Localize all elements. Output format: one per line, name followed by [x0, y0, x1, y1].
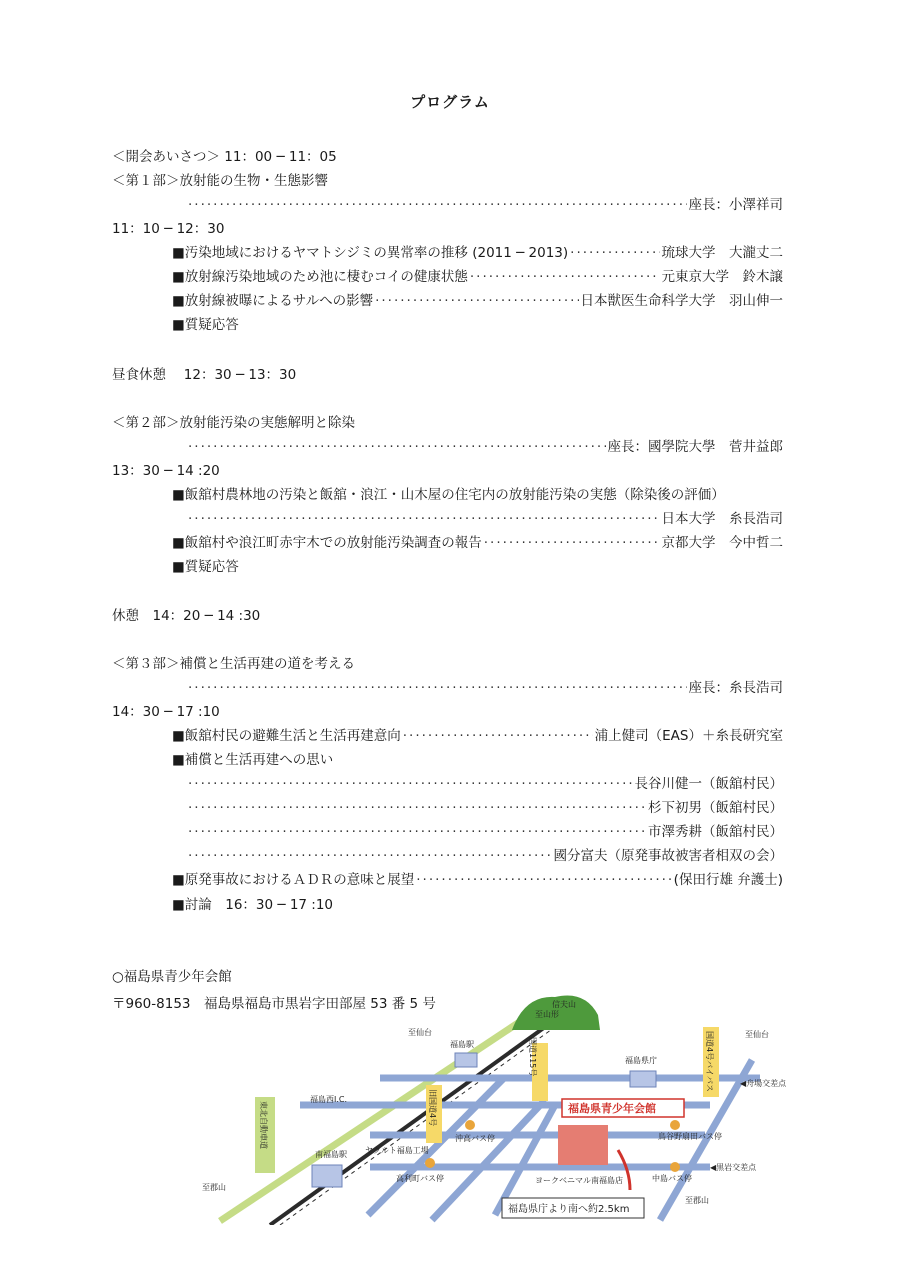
part3-chair: 座長：糸長浩司: [688, 680, 783, 696]
talk-title: ■放射線汚染地域のため池に棲むコイの健康状態: [172, 269, 468, 285]
to-yamagata-label: 至山形: [535, 1010, 559, 1019]
takarimachi-bus-label: 高利町バス停: [396, 1174, 444, 1183]
part3-item-2-title: ■補償と生活再建への思い: [172, 752, 334, 768]
talk-title: ■汚染地域におけるヤマトシジミの異常率の推移 (2011 ─ 2013): [172, 245, 569, 261]
yorkbenimaru-label: ヨークベニマル南福島店: [535, 1176, 623, 1185]
part1-item-1: [172, 244, 783, 262]
venue-map-label: 福島県青少年会館: [568, 1102, 656, 1115]
funaba-intersection-label: ◀舟場交差点: [740, 1079, 787, 1088]
talk-speaker: 國分富夫（原発事故被害者相双の会）: [553, 848, 783, 864]
talk-speaker: 日本大学 糸長浩司: [661, 511, 783, 527]
part2-item-1-speaker-line: [186, 510, 783, 528]
leader-dots: [375, 292, 578, 310]
leader-dots: [470, 268, 660, 286]
venue-name: ○福島県青少年会館: [112, 969, 232, 985]
talk-speaker: 市澤秀耕（飯舘村民）: [648, 824, 783, 840]
fukushima-station-marker: [455, 1053, 477, 1067]
talk-speaker: 元東京大学 鈴木譲: [661, 269, 783, 285]
part1-item-3: [172, 292, 783, 310]
expressway-label: 東北自動車道: [259, 1101, 268, 1149]
venue-address: 〒960-8153 福島県福島市黒岩字田部屋 53 番 5 号: [112, 996, 436, 1012]
talk-title: ■原発事故におけるＡＤＲの意味と展望: [172, 872, 415, 888]
leader-dots: [403, 727, 593, 745]
minami-fukushima-station-label: 南福島駅: [315, 1150, 347, 1159]
talk-speaker: 杉下初男（飯舘村民）: [648, 800, 783, 816]
part1-time: 11：10 ─ 12：30: [112, 221, 225, 237]
venue-building: [558, 1125, 608, 1165]
part3-speaker-line: [186, 799, 783, 817]
talk-title: ■飯舘村や浪江町赤宇木での放射能汚染調査の報告: [172, 535, 482, 551]
kuroiwa-intersection-label: ◀黒岩交差点: [710, 1163, 757, 1172]
part1-header: ＜第１部＞放射能の生物・生態影響: [112, 173, 328, 189]
prefectural-office-marker: [630, 1071, 656, 1087]
to-koriyama-label: 至郡山: [685, 1196, 709, 1205]
talk-title: ■飯舘村民の避難生活と生活再建意向: [172, 728, 401, 744]
fukushima-nishi-ic-label: 福島西I.C.: [310, 1095, 348, 1104]
page-title: プログラム: [410, 93, 490, 111]
toriyanomahata-bus-label: 鳥谷野扇田バス停: [658, 1132, 722, 1141]
part2-time: 13：30 ─ 14 :20: [112, 463, 220, 479]
part2-header: ＜第２部＞放射能汚染の実態解明と除染: [112, 415, 355, 431]
leader-dots: [188, 775, 633, 793]
leader-dots: [416, 871, 671, 889]
part1-chair-line: [186, 196, 783, 214]
part3-header: ＜第３部＞補償と生活再建の道を考える: [112, 656, 355, 672]
leader-dots: [188, 510, 660, 528]
part1-chair: 座長：小澤祥司: [688, 197, 783, 213]
leader-dots: [188, 847, 552, 865]
talk-speaker: 浦上健司（EAS）＋糸長研究室: [594, 728, 783, 744]
part3-speaker-line: [186, 775, 783, 793]
talk-speaker: (保田行雄 弁護士): [673, 872, 783, 888]
part2-item-2: [172, 534, 783, 552]
talk-speaker: 琉球大学 大瀧丈二: [661, 245, 783, 261]
prefectural-office-label: 福島県庁: [625, 1056, 657, 1065]
leader-dots: [188, 196, 687, 214]
part2-chair: 座長：國學院大學 菅井益郎: [607, 439, 783, 455]
part3-speaker-line: [186, 823, 783, 841]
leader-dots: [570, 244, 659, 262]
yakult-label: ヤクルト福島工場: [365, 1146, 429, 1155]
part3-item-3: [172, 871, 783, 889]
nakajima-bus-label: 中島バス停: [652, 1174, 692, 1183]
shinobuyama-label: 信夫山: [552, 1000, 576, 1009]
lunch-break: 昼食休憩 12：30 ─ 13：30: [112, 367, 297, 383]
leader-dots: [484, 534, 660, 552]
part2-qa: ■質疑応答: [172, 559, 239, 575]
map-note: 福島県庁より南へ約2.5km: [508, 1204, 630, 1215]
okitaka-bus-label: 沖高バス停: [455, 1134, 495, 1143]
leader-dots: [188, 799, 646, 817]
to-sendai-label: 至仙台: [408, 1028, 432, 1037]
talk-title: ■放射線被曝によるサルへの影響: [172, 293, 374, 309]
part3-item-1: [172, 727, 783, 745]
part3-chair-line: [186, 679, 783, 697]
route115-label: 国道115号: [528, 1037, 537, 1077]
opening-line: ＜開会あいさつ＞ 11：00 ─ 11：05: [112, 149, 337, 165]
fukushima-station-label: 福島駅: [450, 1040, 474, 1049]
leader-dots: [188, 823, 646, 841]
to-sendai-label: 至仙台: [745, 1030, 769, 1039]
access-map: [200, 985, 800, 1225]
part2-chair-line: [186, 438, 783, 456]
leader-dots: [188, 438, 606, 456]
talk-speaker: 長谷川健一（飯舘村民）: [634, 776, 783, 792]
old-route4-label: 旧国道4号: [428, 1089, 437, 1127]
talk-speaker: 京都大学 今中哲二: [661, 535, 783, 551]
part1-item-2: [172, 268, 783, 286]
part3-time: 14：30 ─ 17 :10: [112, 704, 220, 720]
to-koriyama-label: 至郡山: [202, 1183, 226, 1192]
part3-discussion: ■討論 16：30 ─ 17 :10: [172, 897, 334, 913]
part1-qa: ■質疑応答: [172, 317, 239, 333]
leader-dots: [188, 679, 687, 697]
talk-speaker: 日本獣医生命科学大学 羽山伸一: [580, 293, 783, 309]
part2-item-1-title: ■飯舘村農林地の汚染と飯舘・浪江・山木屋の住宅内の放射能汚染の実態（除染後の評価）: [172, 487, 725, 503]
railway-line: [280, 1027, 555, 1225]
route4-bypass-label: 国道4号バイパス: [705, 1031, 714, 1092]
afternoon-break: 休憩 14：20 ─ 14 :30: [112, 608, 261, 624]
minami-fukushima-station-marker: [312, 1165, 342, 1187]
part3-speaker-line: [186, 847, 783, 865]
